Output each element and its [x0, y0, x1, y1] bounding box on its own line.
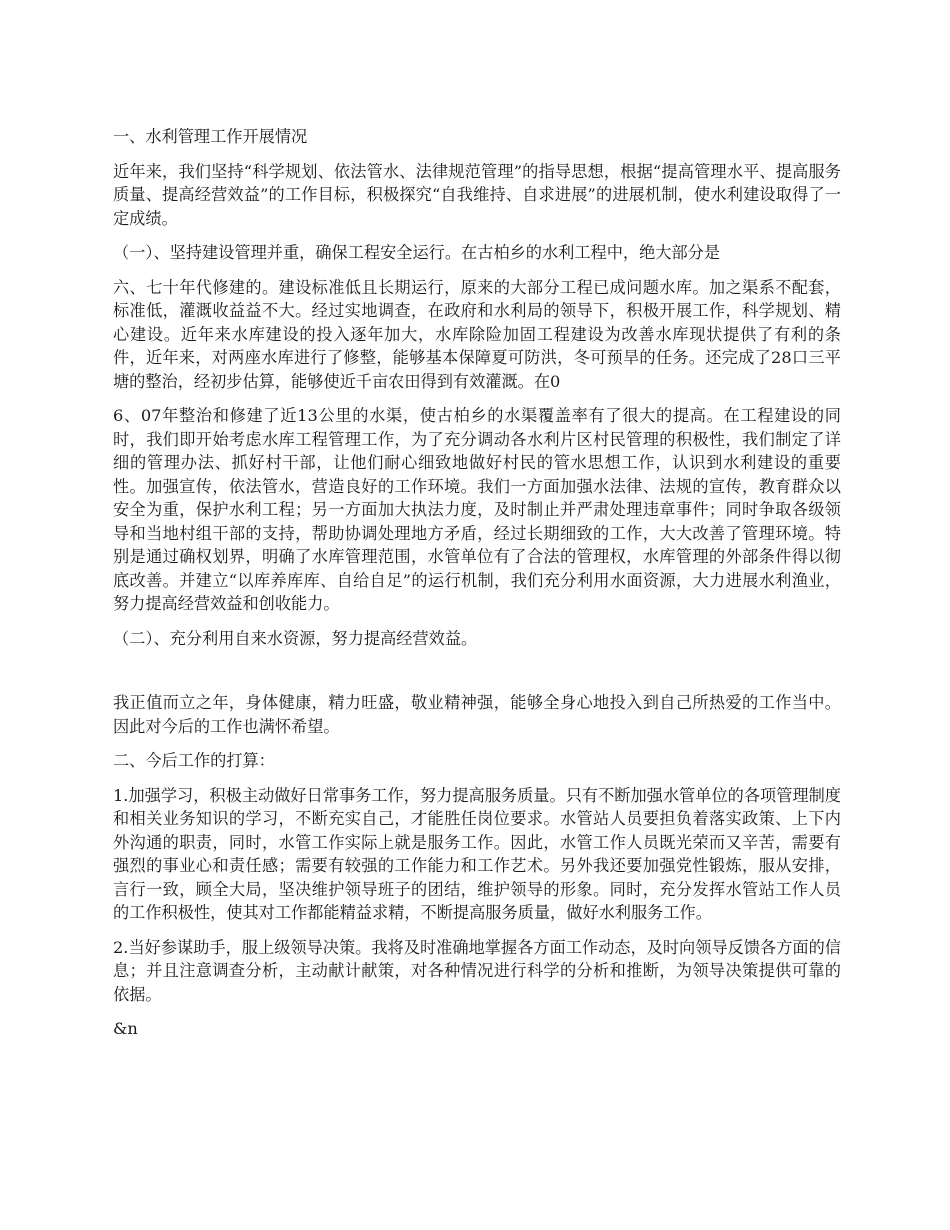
- paragraph-item-1-lead: （一）、坚持建设管理并重，确保工程安全运行。在古柏乡的水利工程中，绝大部分是: [113, 243, 721, 262]
- paragraph-intro: 近年来，我们坚持“科学规划、依法管水、法律规范管理”的指导思想，根据“提高管理水平、提高服务质量、提高经营效益”的工作目标，积极探究“自我维持、自求进展”的进展机制，使水利建设取得了一定成绩。: [113, 161, 841, 228]
- paragraph-item-1-continued: 6、07年整治和修建了近13公里的水渠，使古柏乡的水渠覆盖率有了很大的提高。在工程建设的同时，我们即开始考虑水库工程管理工作，为了充分调动各水利片区村民管理的积极性，我们制定了详细的管理办法、抓好村干部，让他们耐心细致地做好村民的管水思想工作，认识到水利建设的重要性。加强宣传，依法管水，营造良好的工作环境。我们一方面加强水法律、法规的宣传，教育群众以安全为重，保护水利工程；另一方面加大执法力度，及时制止并严肃处理违章事件；同时争取各级领导和当地村组干部的支持，帮助协调处理地方矛盾，经过长期细致的工作，大大改善了管理环境。特别是通过确权划界，明确了水库管理范围，水管单位有了合法的管理权，水库管理的外部条件得以彻底改善。并建立“以库养库库、自给自足”的运行机制，我们充分利用水面资源，大力进展水利渔业，努力提高经营效益和创收能力。: [113, 406, 841, 613]
- section-heading-1: 一、水利管理工作开展情况: [113, 127, 308, 146]
- paragraph-plan-2: 2.当好参谋助手，服上级领导决策。我将及时准确地掌握各方面工作动态，及时向领导反馈各方面的信息；并且注意调查分析，主动献计献策，对各种情况进行科学的分析和推断，为领导决策提供可靠的依据。: [113, 937, 841, 1004]
- paragraph-personal: 我正值而立之年，身体健康，精力旺盛，敬业精神强，能够全身心地投入到自己所热爱的工作当中。因此对今后的工作也满怀希望。: [113, 693, 841, 736]
- document-body: [113, 125, 841, 1052]
- blank-gap: [113, 661, 841, 691]
- paragraph-item-1-body: 六、七十年代修建的。建设标准低且长期运行，原来的大部分工程已成问题水库。加之渠系不配套，标准低，灌溉收益益不大。经过实地调查，在政府和水利局的领导下，积极开展工作，科学规划、精心建设。近年来水库建设的投入逐年加大，水库除险加固工程建设为改善水库现状提供了有利的条件，近年来，对两座水库进行了修整，能够基本保障夏可防洪，冬可预旱的任务。还完成了28口三平塘的整治，经初步估算，能够使近千亩农田得到有效灌溉。在0: [113, 277, 841, 391]
- paragraph-trailing-fragment: &n: [113, 1019, 138, 1038]
- section-heading-2: 二、今后工作的打算：: [113, 751, 275, 770]
- paragraph-plan-1: 1.加强学习，积极主动做好日常事务工作，努力提高服务质量。只有不断加强水管单位的各项管理制度和相关业务知识的学习，不断充实自己，才能胜任岗位要求。水管站人员要担负着落实政策、上下内外沟通的职责，同时，水管工作实际上就是服务工作。因此，水管工作人员既光荣而又辛苦，需要有强烈的事业心和责任感；需要有较强的工作能力和工作艺术。另外我还要加强党性锻炼，服从安排，言行一致，顾全大局，坚决维护领导班子的团结，维护领导的形象。同时，充分发挥水管站工作人员的工作积极性，使其对工作都能精益求精，不断提高服务质量，做好水利服务工作。: [113, 785, 841, 922]
- paragraph-item-2-lead: （二）、充分利用自来水资源，努力提高经营效益。: [113, 628, 478, 648]
